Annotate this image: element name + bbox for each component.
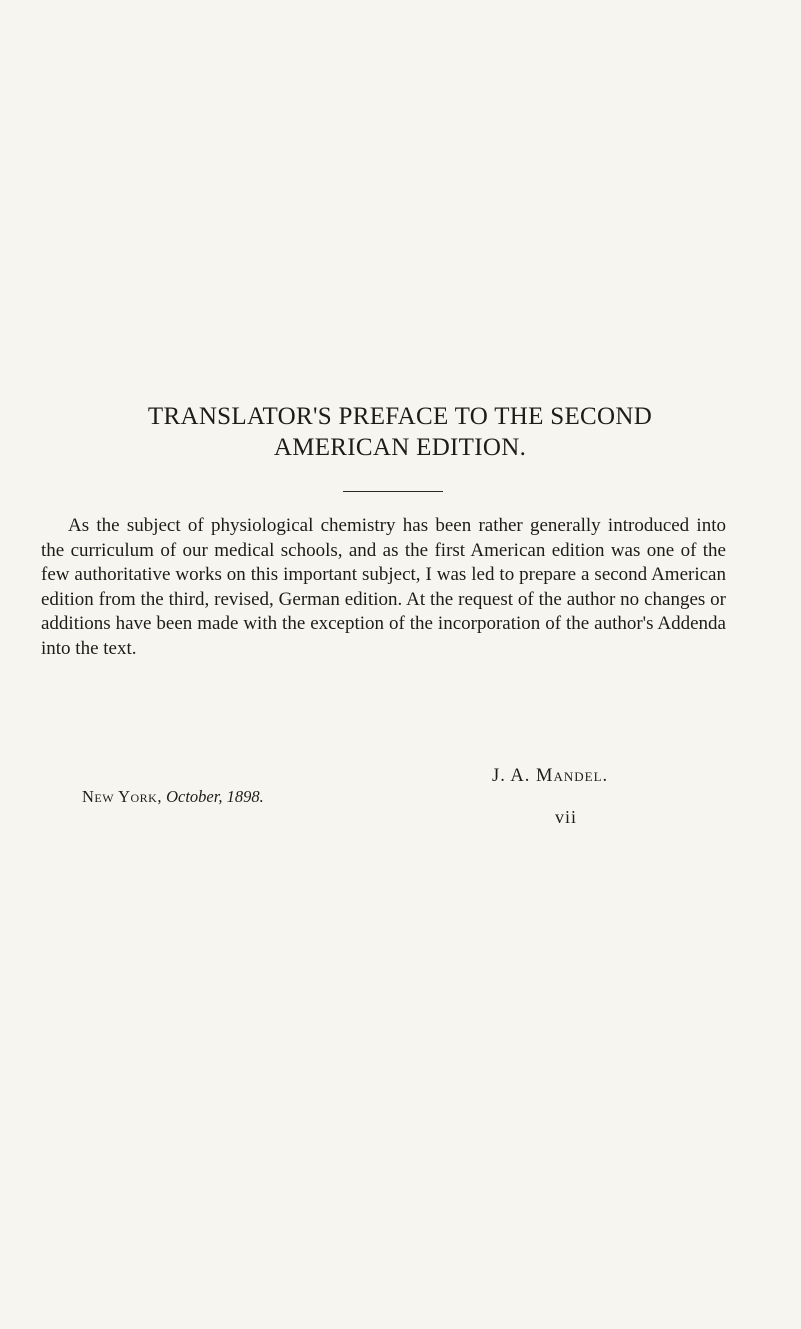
page-title-line-2: AMERICAN EDITION. [273, 434, 527, 461]
dateline [82, 787, 264, 807]
dateline-date: October, 1898. [166, 787, 264, 806]
signature-surname: Mandel. [536, 766, 609, 786]
preface-paragraph: As the subject of physiological chemistry has been rather generally introduced into the curriculum of our medical schools, and as the first American edition was one of the few authoritative works on this important subject, I was led to prepare a second American edition from the third, revised, German edition. At the request of the author no changes or additions have been made with the exception of the incorporation of the author's Addenda into the text. [41, 515, 726, 659]
page-number: vii [555, 807, 578, 827]
page-title-line-1: TRANSLATOR'S PREFACE TO THE SECOND [147, 403, 653, 430]
signature-initials: J. A. [492, 766, 531, 786]
signature [492, 766, 608, 787]
title-divider [343, 491, 443, 492]
dateline-place: New York, [82, 787, 162, 806]
